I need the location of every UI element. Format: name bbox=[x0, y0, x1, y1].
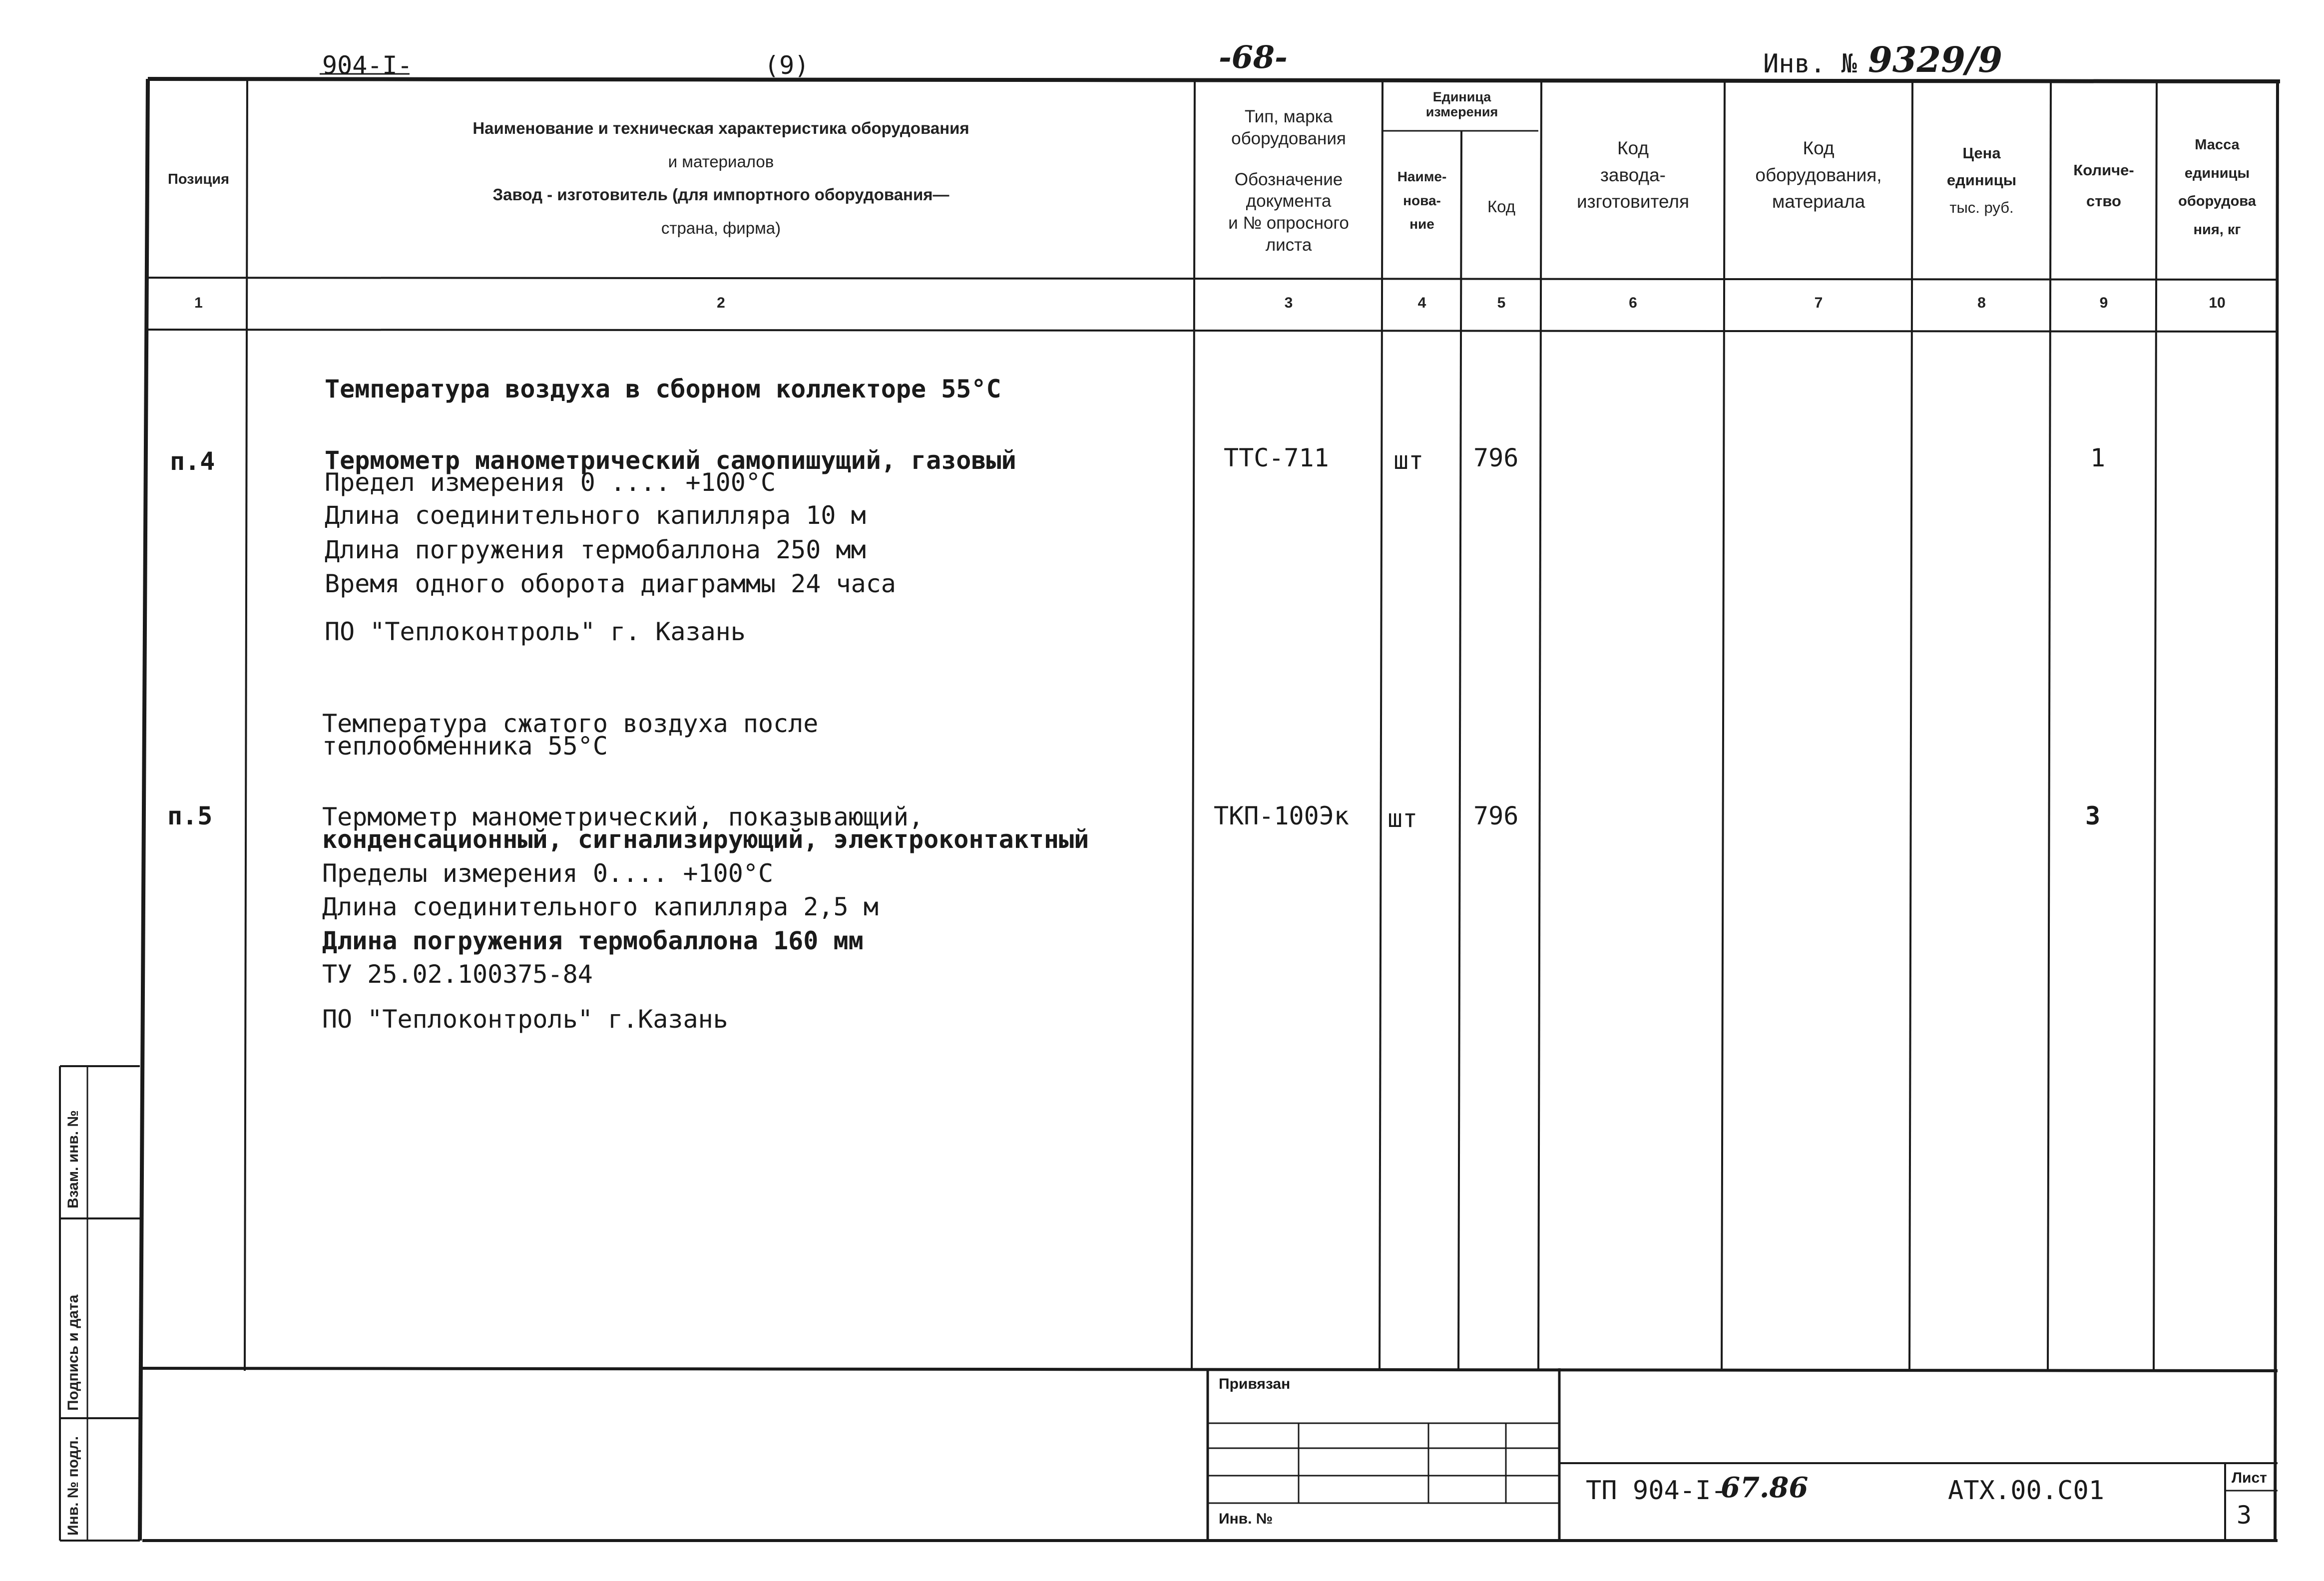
item-5-type: ТКП-100Эк bbox=[1214, 801, 1349, 830]
header-equipment-code: Код оборудования, материала bbox=[1755, 138, 1882, 212]
doc-code-suffix: АТХ.00.С01 bbox=[1948, 1476, 2105, 1506]
header-position: Позиция bbox=[168, 171, 229, 187]
col-number-2: 2 bbox=[717, 295, 725, 311]
item-5-line-4: Длина соединительного капилляра 2,5 м bbox=[322, 892, 879, 921]
item-4-line-1: Термометр манометрический самопишущий, газовый bbox=[325, 446, 1016, 475]
header-name: Наименование и техническая характеристика оборудования и материалов Завод - изготовитель (для импортного оборудования— страна, фирма) bbox=[472, 119, 969, 237]
col-number-4: 4 bbox=[1417, 295, 1426, 311]
sheet-mark: (9) bbox=[764, 51, 810, 80]
item-4-maker: ПО "Теплоконтроль" г. Казань bbox=[325, 617, 746, 646]
side-label-inv-podl: Инв. № подл. bbox=[65, 1436, 81, 1536]
col-number-8: 8 bbox=[1977, 295, 1986, 311]
col-number-6: 6 bbox=[1629, 295, 1637, 311]
item-5-line-6: ТУ 25.02.100375-84 bbox=[322, 960, 593, 989]
item-5-line-2: конденсационный, сигнализирующий, электроконтактный bbox=[322, 825, 1089, 854]
item-5-unit: шт bbox=[1388, 804, 1418, 833]
item-4-position: п.4 bbox=[170, 447, 215, 476]
item-5-quantity: 3 bbox=[2085, 801, 2101, 830]
item-4-unit-code: 796 bbox=[1473, 443, 1519, 472]
item-5-unit-code: 796 bbox=[1473, 801, 1519, 830]
item-5-position: п.5 bbox=[167, 801, 213, 830]
doc-code-prefix: ТП 904-I- bbox=[1586, 1476, 1727, 1506]
header-maker-code: Код завода- изготовителя bbox=[1576, 138, 1690, 212]
item-5-line-3: Пределы измерения 0.... +100°С bbox=[322, 859, 774, 888]
side-label-podpis: Подпись и дата bbox=[65, 1294, 81, 1411]
item-4-line-2: Предел измерения 0 .... +100°С bbox=[325, 468, 776, 497]
col-number-5: 5 bbox=[1497, 295, 1506, 311]
stamp-privyazan: Привязан bbox=[1219, 1376, 1291, 1392]
list-label: Лист bbox=[2232, 1470, 2267, 1486]
stamp-inv-no: Инв. № bbox=[1219, 1511, 1273, 1527]
series-number: 904-I- bbox=[322, 51, 413, 80]
item-4-quantity: 1 bbox=[2090, 443, 2106, 472]
item-4-line-5: Время одного оборота диаграммы 24 часа bbox=[325, 569, 896, 598]
inv-number: 9329/9 bbox=[1868, 39, 2003, 80]
header-type: Тип, марка оборудования Обозначение документа и № опросного листа bbox=[1228, 107, 1349, 255]
side-label-vzam: Взам. инв. № bbox=[65, 1110, 81, 1208]
item-4-unit: шт bbox=[1394, 446, 1424, 475]
item-5-maker: ПО "Теплоконтроль" г.Казань bbox=[322, 1005, 728, 1034]
col-number-1: 1 bbox=[194, 295, 203, 311]
section-title-1: Температура воздуха в сборном коллекторе 55°С bbox=[325, 375, 1001, 403]
section-title-2-line-1: Температура сжатого воздуха после bbox=[322, 709, 819, 738]
item-4-type: ТТС-711 bbox=[1224, 443, 1329, 472]
col-number-10: 10 bbox=[2209, 295, 2226, 311]
header-unit-name: Наиме- нова- ние bbox=[1397, 169, 1447, 232]
doc-code-handwritten: 67.86 bbox=[1721, 1471, 1809, 1504]
item-4-line-3: Длина соединительного капилляра 10 м bbox=[325, 501, 866, 530]
header-mass: Масса единицы оборудова ния, кг bbox=[2178, 137, 2256, 238]
col-number-3: 3 bbox=[1284, 295, 1293, 311]
section-title-2-line-2: теплообменника 55°С bbox=[322, 732, 608, 761]
header-price: Цена единицы тыс. руб. bbox=[1946, 144, 2017, 216]
col-number-9: 9 bbox=[2099, 295, 2108, 311]
header-unit-code: Код bbox=[1487, 197, 1516, 216]
header-quantity: Количе- ство bbox=[2073, 161, 2134, 210]
header-unit-group: Единица измерения bbox=[1425, 89, 1498, 119]
item-5-line-1: Термометр манометрический, показывающий, bbox=[322, 802, 924, 831]
page-number: -68- bbox=[1219, 39, 1288, 75]
list-number: 3 bbox=[2237, 1501, 2252, 1530]
item-5-line-5: Длина погружения термобаллона 160 мм bbox=[322, 926, 864, 955]
inv-label: Инв. № bbox=[1763, 49, 1857, 79]
col-number-7: 7 bbox=[1814, 295, 1823, 311]
item-4-line-4: Длина погружения термобаллона 250 мм bbox=[325, 535, 866, 564]
